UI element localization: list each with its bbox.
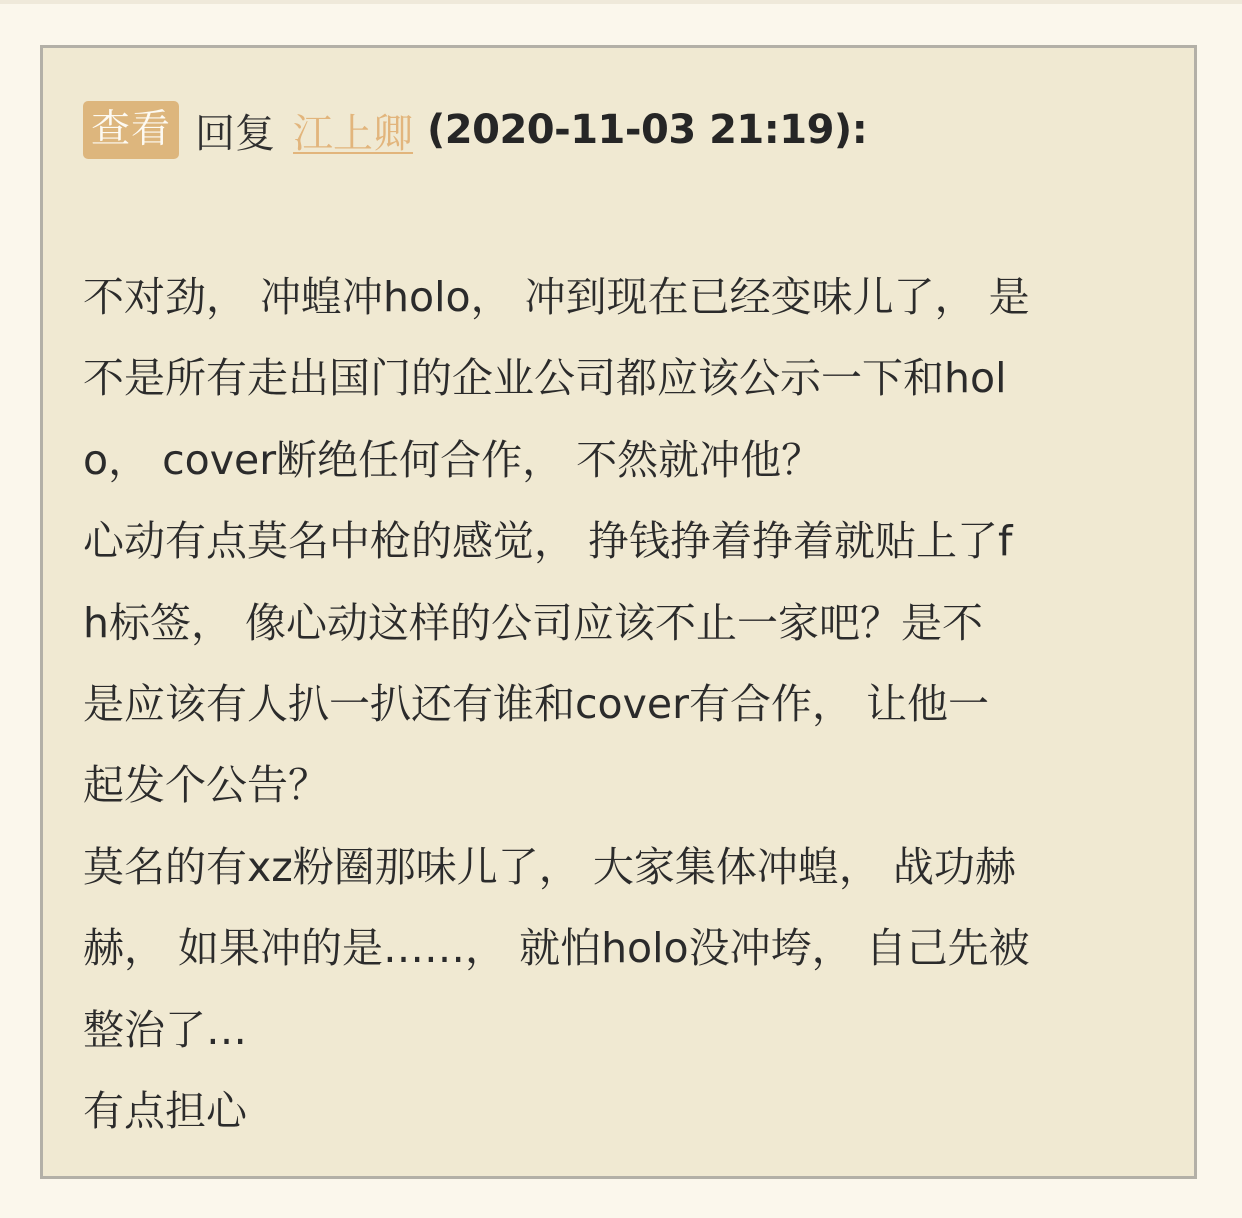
top-divider [0, 0, 1242, 4]
text-line: h标签， 像心动这样的公司应该不止一家吧？是不 [83, 598, 984, 647]
reply-label: 回复 [195, 110, 276, 157]
text-line: 有点担心 [83, 1087, 247, 1136]
text-line: 莫名的有xz粉圈那味儿了， 大家集体冲蝗， 战功赫 [83, 842, 1016, 891]
text-line: 赫， 如果冲的是……， 就怕holo没冲垮， 自己先被 [83, 924, 1030, 973]
text-line: 心动有点莫名中枪的感觉， 挣钱挣着挣着就贴上了f [83, 517, 1013, 566]
reply-header [83, 100, 867, 160]
view-button[interactable]: 查看 [83, 101, 179, 159]
text-line: 起发个公告？ [83, 761, 329, 810]
quoted-reply-box [40, 45, 1197, 1179]
quoted-text [83, 257, 1163, 1152]
author-link[interactable]: 江上卿 [293, 110, 414, 157]
text-line: 整治了… [83, 1005, 247, 1054]
text-line: 不对劲， 冲蝗冲holo， 冲到现在已经变味儿了， 是 [83, 273, 1030, 321]
reply-timestamp: (2020-11-03 21:19): [427, 107, 868, 153]
text-line: o， cover断绝任何合作， 不然就冲他？ [83, 435, 823, 484]
text-line: 不是所有走出国门的企业公司都应该公示一下和hol [83, 354, 1007, 403]
text-line: 是应该有人扒一扒还有谁和cover有合作， 让他一 [83, 680, 990, 729]
